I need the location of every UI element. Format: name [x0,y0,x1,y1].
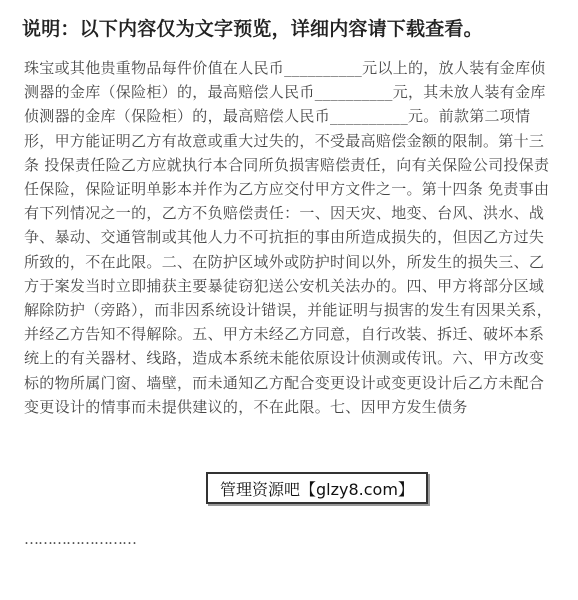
preview-notice: 说明：以下内容仅为文字预览，详细内容请下载查看。 [22,18,483,40]
watermark-text: 管理资源吧【glzy8.com】 [220,479,414,499]
site-watermark-stamp [206,472,428,504]
truncation-ellipsis: …………………… [24,530,136,548]
document-body-text: 珠宝或其他贵重物品每件价值在人民币__________元以上的，放人装有金库侦测器的金库（保险柜）的，最高赔偿人民币__________元，其未放人装有金库侦测器的金库（保险柜）的，最高赔偿人民币__________元。前款第二项情形，甲方能证明乙方有故意或重大过失的，不受最高赔偿金额的限制。第十三条 投保责任险乙方应就执行本合同所负损害赔偿责任，向有关保险公司投保责任保险，保险证明单影本并作为乙方应交付甲方文件之一。第十四条 免责事由有下列情况之一的，乙方不负赔偿责任：一、因天灾、地变、台风、洪水、战争、暴动、交通管制或其他人力不可抗拒的事由所造成损失的，但因乙方过失所致的，不在此限。二、在防护区域外或防护时间以外，所发生的损失三、乙方于案发当时立即捕获主要暴徒窃犯送公安机关法办的。四、甲方将部分区域解除防护（旁路），而非因系统设计错误，并能证明与损害的发生有因果关系，并经乙方告知不得解除。五、甲方未经乙方同意，自行改装、拆迁、破坏本系统上的有关器材、线路，造成本系统未能依原设计侦测或传讯。六、甲方改变标的物所属门窗、墙壁，而未通知乙方配合变更设计或变更设计后乙方未配合变更设计的情事而未提供建议的，不在此限。七、因甲方发生债务 [24,59,553,416]
